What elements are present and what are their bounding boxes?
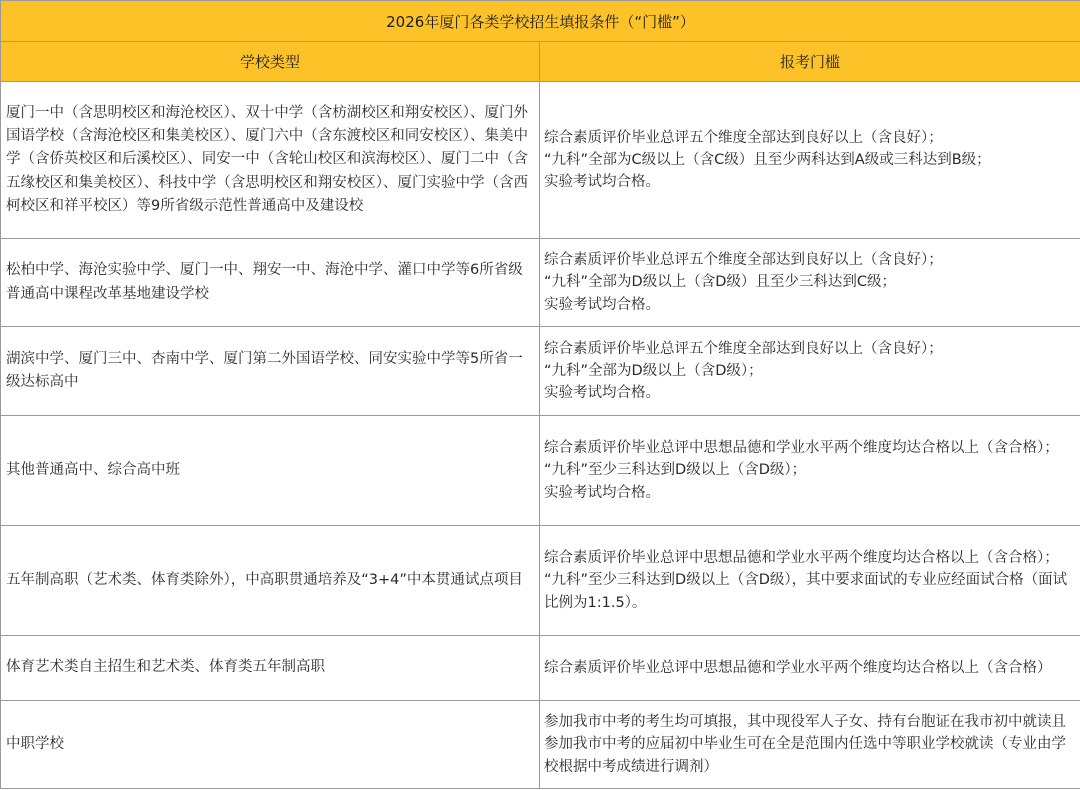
requirement-line: “九科”至少三科达到D级以上（含D级）； [544, 462, 807, 479]
requirement-line: 实验考试均合格。 [544, 484, 660, 501]
threshold-cell [540, 416, 1080, 526]
school-type-cell: 湖滨中学、厦门三中、杏南中学、厦门第二外国语学校、同安实验中学等5所省一级达标高中 [1, 327, 540, 416]
table-row [1, 239, 1080, 327]
requirement-line: 实验考试均合格。 [544, 385, 660, 402]
requirement-line: 综合素质评价毕业总评中思想品德和学业水平两个维度均达合格以上（含合格）； [544, 440, 1059, 457]
table-title: 2026年厦门各类学校招生填报条件（“门槛”） [1, 1, 1080, 42]
requirement-line: 实验考试均合格。 [544, 174, 660, 191]
school-type-cell: 五年制高职（艺术类、体育类除外），中高职贯通培养及“3+4”中本贯通试点项目 [1, 526, 540, 636]
school-type-cell: 中职学校 [1, 701, 540, 789]
requirement-line: 综合素质评价毕业总评中思想品德和学业水平两个维度均达合格以上（含合格） [544, 659, 1052, 676]
requirement-line: 综合素质评价毕业总评五个维度全部达到良好以上（含良好）； [544, 129, 943, 146]
requirement-line: “九科”全部为D级以上（含D级）； [544, 362, 763, 379]
requirement-line: 综合素质评价毕业总评五个维度全部达到良好以上（含良好）； [544, 340, 943, 357]
requirement-line: “九科”全部为C级以上（含C级）且至少两科达到A级或三科达到B级； [544, 151, 991, 168]
requirement-line: “九科”至少三科达到D级以上（含D级），其中要求面试的专业应经面试合格（面试比例为1:1.5）。 [544, 572, 1068, 611]
school-type-cell: 厦门一中（含思明校区和海沧校区）、双十中学（含枋湖校区和翔安校区）、厦门外国语学校（含海沧校区和集美校区）、厦门六中（含东渡校区和同安校区）、集美中学（含侨英校区和后溪校区）、同安一中（含轮山校区和滨海校区）、厦门二中（含五缘校区和集美校区）、科技中学（含思明校区和翔安校区）、厦门实验中学（含西柯校区和祥平校区）等9所省级示范性普通高中及建设校 [1, 82, 540, 239]
header-row [1, 42, 1080, 82]
requirement-line: “九科”全部为D级以上（含D级）且至少三科达到C级； [544, 274, 896, 291]
school-type-cell: 体育艺术类自主招生和艺术类、体育类五年制高职 [1, 636, 540, 701]
header-school-type: 学校类型 [1, 42, 540, 82]
table-row [1, 416, 1080, 526]
threshold-cell [540, 701, 1080, 789]
table-row [1, 327, 1080, 416]
threshold-cell [540, 239, 1080, 327]
threshold-cell [540, 526, 1080, 636]
threshold-cell [540, 636, 1080, 701]
school-type-cell: 其他普通高中、综合高中班 [1, 416, 540, 526]
table-row [1, 526, 1080, 636]
table-row [1, 82, 1080, 239]
requirement-line: 综合素质评价毕业总评中思想品德和学业水平两个维度均达合格以上（含合格）； [544, 550, 1059, 567]
requirement-line: 实验考试均合格。 [544, 296, 660, 313]
requirement-line: 参加我市中考的考生均可填报，其中现役军人子女、持有台胞证在我市初中就读且参加我市中考的应届初中毕业生可在全是范围内任选中等职业学校就读（专业由学校根据中考成绩进行调剂） [544, 714, 1066, 775]
header-threshold: 报考门槛 [540, 42, 1080, 82]
requirement-line: 综合素质评价毕业总评五个维度全部达到良好以上（含良好）； [544, 252, 943, 269]
table-row [1, 701, 1080, 789]
threshold-cell [540, 327, 1080, 416]
title-row [1, 1, 1080, 42]
table-row [1, 636, 1080, 701]
school-type-cell: 松柏中学、海沧实验中学、厦门一中、翔安一中、海沧中学、灌口中学等6所省级普通高中课程改革基地建设学校 [1, 239, 540, 327]
threshold-cell [540, 82, 1080, 239]
